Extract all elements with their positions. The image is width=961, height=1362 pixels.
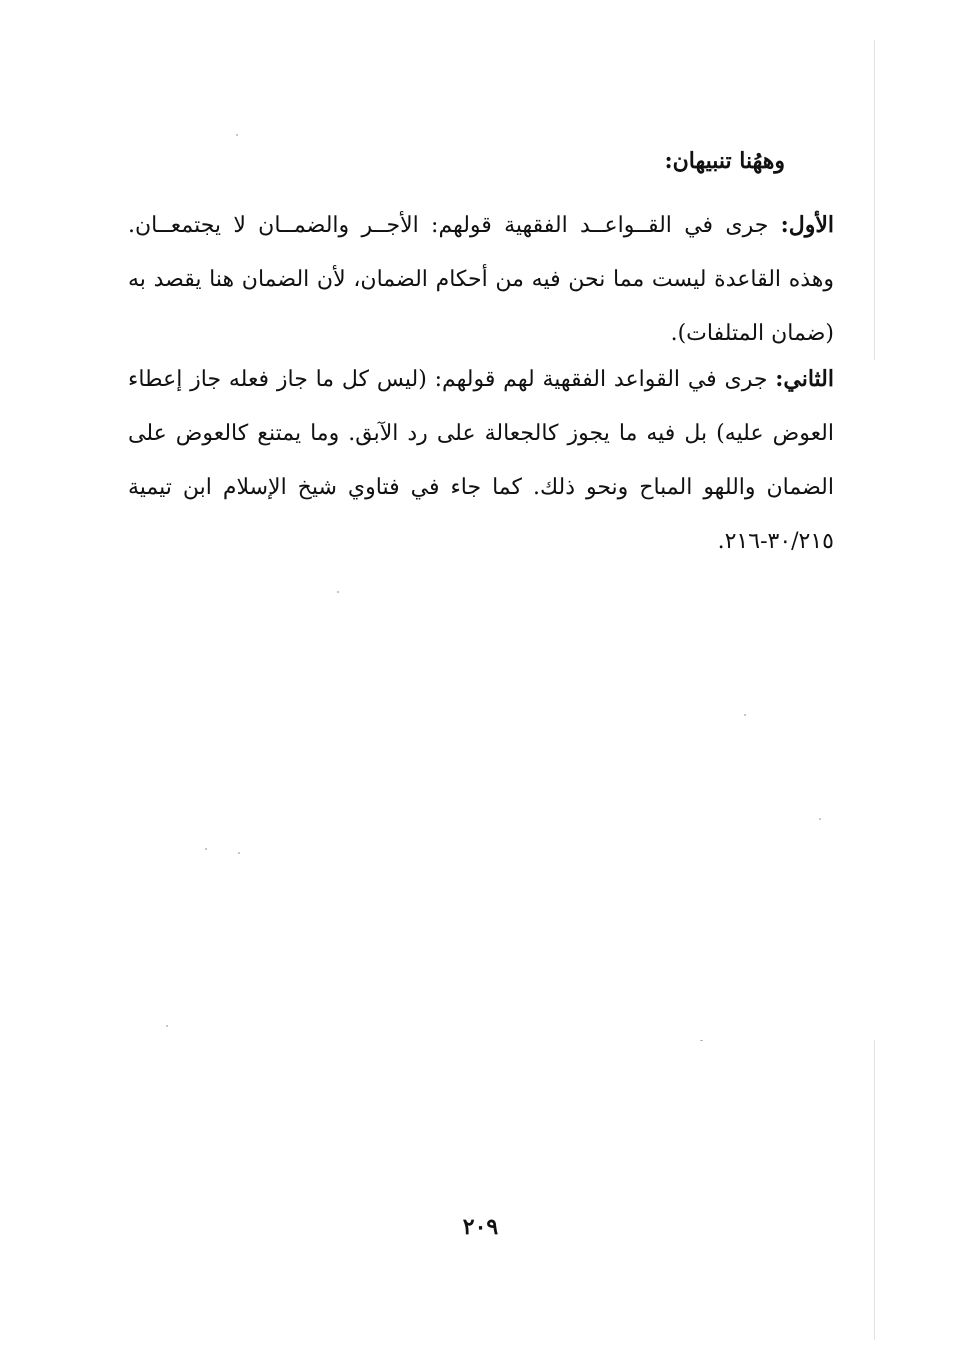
- paragraph-lead: الثاني:: [775, 366, 834, 392]
- scan-speck: [819, 818, 821, 820]
- paragraph-second: [128, 352, 834, 569]
- scan-speck: [700, 1040, 703, 1041]
- scan-margin-line: [874, 1040, 875, 1340]
- paragraph-lead: الأول:: [780, 212, 834, 238]
- scan-speck: [205, 848, 207, 850]
- scan-speck: [337, 591, 339, 593]
- section-heading: وههُنا تنبيهان:: [664, 148, 785, 174]
- paragraph-text: جرى في القواعد الفقهية لهم قولهم: (ليس كل ما جاز فعله جاز إعطاء العوض عليه) بل فيه ما يجوز كالجعالة على رد الآبق. وما يمتنع كالعوض على الضمان واللهو المباح ونحو ذلك. كما جاء في فتاوي شيخ الإسلام ابن تيمية ٣٠/٢١٥-٢١٦.: [128, 367, 834, 554]
- scan-speck: [238, 852, 240, 854]
- scan-speck: [236, 134, 238, 136]
- scan-speck: [166, 1025, 168, 1027]
- scan-speck: [744, 714, 746, 716]
- page-number: ٢٠٩: [462, 1214, 499, 1240]
- paragraph-text: جرى في القــواعــد الفقهية قولهم: الأجــر والضمــان لا يجتمعــان. وهذه القاعدة ليست مما نحن فيه من أحكام الضمان، لأن الضمان هنا يقصد به (ضمان المتلفات).: [128, 213, 834, 346]
- paragraph-first: [128, 198, 834, 361]
- scan-margin-line: [874, 40, 875, 360]
